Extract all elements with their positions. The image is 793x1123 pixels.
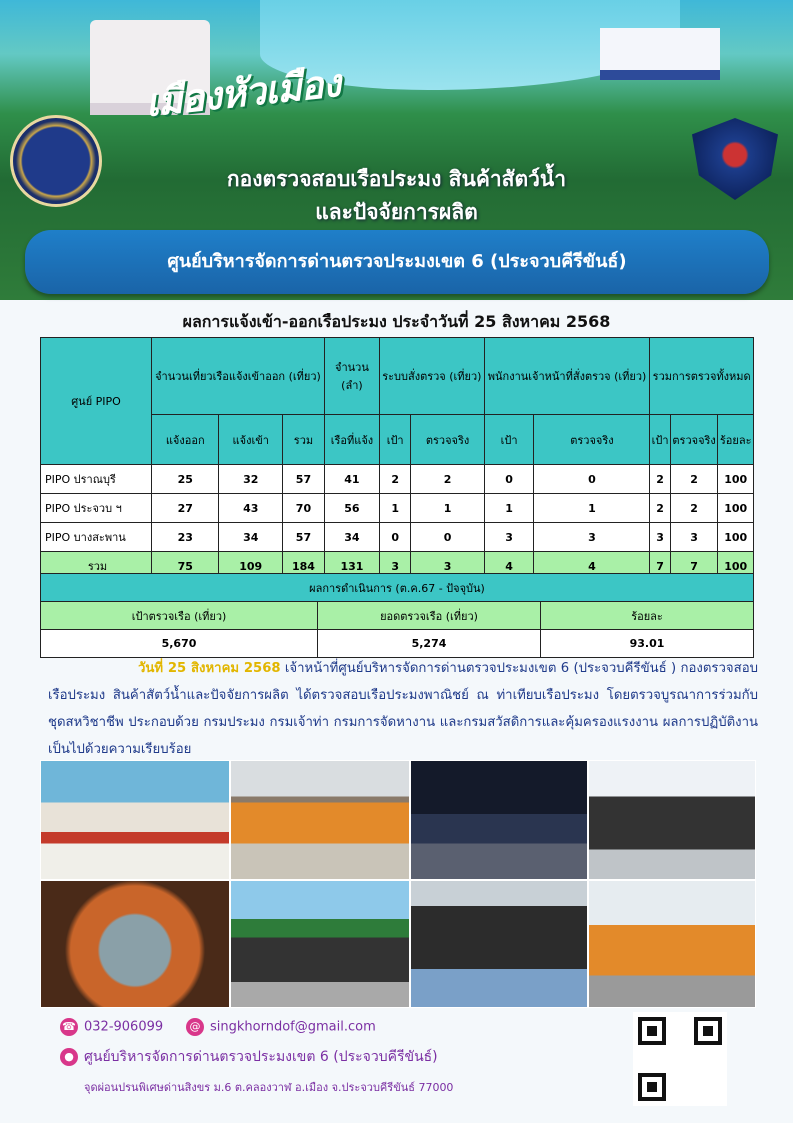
org-title-line1: กองตรวจสอบเรือประมง สินค้าสัตว์น้ำ [226, 167, 567, 191]
table-cell: 109 [219, 552, 283, 581]
office-address: จุดผ่อนปรนพิเศษด่านสิงขร ม.6 ต.คลองวาฬ อ.เมือง จ.ประจวบคีรีขันธ์ 77000 [84, 1081, 454, 1094]
boats-header: จำนวน (ลำ) [324, 338, 379, 415]
center-banner [25, 230, 769, 294]
phone-icon: ☎ [60, 1018, 78, 1036]
report-paragraph [48, 655, 758, 763]
table-cell: 3 [484, 523, 534, 552]
table-cell: 100 [718, 552, 754, 581]
percent-value: 93.01 [541, 630, 754, 658]
office-text: ศูนย์บริหารจัดการด่านตรวจประมงเขต 6 (ประจวบคีรีขันธ์) [84, 1049, 438, 1065]
globe-icon: @ [186, 1018, 204, 1036]
hotel-building [600, 28, 720, 80]
report-title: ผลการแจ้งเข้า-ออกเรือประมง ประจำวันที่ 25 สิงหาคม 2568 [182, 312, 611, 331]
photo-team-lineup [588, 880, 756, 1008]
phone-contact[interactable] [60, 1018, 163, 1036]
email-address: singkhorndof@gmail.com [210, 1019, 376, 1035]
table-cell: 100 [718, 494, 754, 523]
target-header: เป้าตรวจเรือ (เที่ยว) [41, 602, 318, 630]
table-cell: 57 [283, 465, 325, 494]
subheader-cell: ร้อยละ [718, 415, 754, 465]
target-value: 5,670 [41, 630, 318, 658]
org-title-line2: และปัจจัยการผลิต [315, 200, 478, 224]
table-cell: 32 [219, 465, 283, 494]
table-cell: 27 [152, 494, 219, 523]
table-cell: 2 [650, 465, 670, 494]
table-cell: 2 [411, 465, 484, 494]
table-cell: 41 [324, 465, 379, 494]
subheader-cell: รวม [283, 415, 325, 465]
subheader-cell: เป้า [650, 415, 670, 465]
subheader-cell: ตรวจจริง [411, 415, 484, 465]
subheader-cell: เป้า [379, 415, 410, 465]
photo-night-inspection [410, 760, 588, 880]
table-cell: 2 [379, 465, 410, 494]
subheader-cell: เป้า [484, 415, 534, 465]
table-cell: 0 [534, 465, 650, 494]
table-cell: 23 [152, 523, 219, 552]
photo-document-check [588, 760, 756, 880]
table-cell: 70 [283, 494, 325, 523]
inspection-table [40, 337, 754, 581]
table-cell: 4 [534, 552, 650, 581]
table-cell: 4 [484, 552, 534, 581]
email-contact[interactable] [186, 1018, 376, 1036]
pipo-name: PIPO ประจวบ ฯ [41, 494, 152, 523]
table-row [41, 465, 754, 494]
report-date: วันที่ 25 สิงหาคม 2568 [138, 661, 281, 676]
table-cell: 131 [324, 552, 379, 581]
inspected-value: 5,274 [318, 630, 541, 658]
qr-code[interactable] [633, 1012, 727, 1106]
table-cell: 3 [379, 552, 410, 581]
table-cell: 100 [718, 523, 754, 552]
table-row [41, 523, 754, 552]
subheader-cell: เรือที่แจ้ง [324, 415, 379, 465]
photo-officers-group [230, 760, 410, 880]
table-cell: 1 [484, 494, 534, 523]
subheader-cell: ตรวจจริง [670, 415, 718, 465]
system-header: ระบบสั่งตรวจ (เที่ยว) [379, 338, 484, 415]
location-pin-icon: ● [60, 1048, 78, 1066]
officer-header: พนักงานเจ้าหน้าที่สั่งตรวจ (เที่ยว) [484, 338, 650, 415]
table-cell: 75 [152, 552, 219, 581]
pipo-name: รวม [41, 552, 152, 581]
table-cell: 184 [283, 552, 325, 581]
table-cell: 34 [219, 523, 283, 552]
subheader-cell: แจ้งเข้า [219, 415, 283, 465]
table-row [41, 494, 754, 523]
table-cell: 56 [324, 494, 379, 523]
table-cell: 0 [411, 523, 484, 552]
pipo-name: PIPO บางสะพาน [41, 523, 152, 552]
table-cell: 100 [718, 465, 754, 494]
percent-header: ร้อยละ [541, 602, 754, 630]
inspected-header: ยอดตรวจเรือ (เที่ยว) [318, 602, 541, 630]
table-cell: 7 [650, 552, 670, 581]
table-cell: 2 [670, 494, 718, 523]
trips-header: จำนวนเที่ยวเรือแจ้งเข้าออก (เที่ยว) [152, 338, 325, 415]
table-cell: 1 [534, 494, 650, 523]
table-cell: 3 [534, 523, 650, 552]
photo-fish-hold [40, 880, 230, 1008]
subheader-cell: แจ้งออก [152, 415, 219, 465]
banner-text: ศูนย์บริหารจัดการด่านตรวจประมงเขต 6 (ประจวบคีรีขันธ์) [167, 251, 627, 272]
table-cell: 25 [152, 465, 219, 494]
table-cell: 3 [650, 523, 670, 552]
photo-vehicle-check [410, 880, 588, 1008]
table-cell: 2 [650, 494, 670, 523]
total-header: รวมการตรวจทั้งหมด [650, 338, 754, 415]
photo-outdoor-inspection [230, 880, 410, 1008]
table-cell: 0 [484, 465, 534, 494]
table-cell: 34 [324, 523, 379, 552]
table-cell: 1 [411, 494, 484, 523]
table-cell: 0 [379, 523, 410, 552]
pipo-header: ศูนย์ PIPO [41, 338, 152, 465]
table-cell: 43 [219, 494, 283, 523]
table-cell: 57 [283, 523, 325, 552]
phone-number: 032-906099 [84, 1019, 164, 1035]
summary-caption: ผลการดำเนินการ (ต.ค.67 - ปัจจุบัน) [41, 574, 754, 602]
script-title: เมืองหัวเมือง [143, 59, 343, 126]
report-body: เจ้าหน้าที่ศูนย์บริหารจัดการด่านตรวจประมงเขต 6 (ประจวบคีรีขันธ์ ) กองตรวจสอบเรือประมง สินค้าสัตว์น้ำและปัจจัยการผลิต ได้ตรวจสอบเรือประมงพาณิชย์ ณ ท่าเทียบเรือประมง โดยตรวจบูรณาการร่วมกับชุดสหวิชาชีพ ประกอบด้วย กรมประมง กรมเจ้าท่า กรมการจัดหางาน และกรมสวัสดิการและคุ้มครองแรงงาน ผลการปฏิบัติงานเป็นไปด้วยความเรียบร้อย [48, 661, 758, 757]
photo-boat-crew [40, 760, 230, 880]
table-cell: 3 [670, 523, 718, 552]
table-cell: 1 [379, 494, 410, 523]
pipo-name: PIPO ปราณบุรี [41, 465, 152, 494]
table-cell: 7 [670, 552, 718, 581]
table-cell: 2 [670, 465, 718, 494]
office-name [60, 1046, 438, 1068]
table-cell: 3 [411, 552, 484, 581]
summary-table [40, 573, 754, 658]
subheader-cell: ตรวจจริง [534, 415, 650, 465]
